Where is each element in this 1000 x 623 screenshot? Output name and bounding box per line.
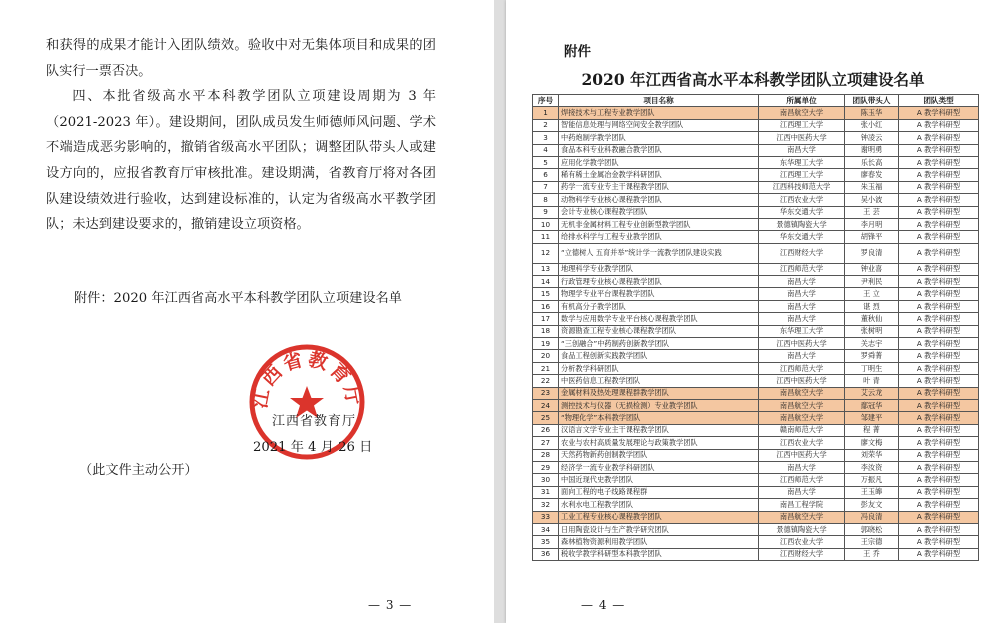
cell-leader: 邹建平 (845, 412, 899, 424)
cell-leader: 刘荣华 (845, 449, 899, 461)
cell-number: 14 (533, 276, 559, 288)
cell-leader: 李汝资 (845, 461, 899, 473)
cell-project-name: 测控技术与仪器（无损检测）专业教学团队 (559, 399, 759, 411)
cell-team-type: A 教学科研型 (899, 362, 979, 374)
cell-team-type: A 教学科研型 (899, 181, 979, 193)
table-row (533, 449, 979, 461)
cell-leader: 叶 青 (845, 375, 899, 387)
paragraph-continuation: 和获得的成果才能计入团队绩效。验收中对无集体项目和成果的团队实行一票否决。 (46, 38, 436, 79)
cell-team-type: A 教学科研型 (899, 206, 979, 218)
column-header-number: 序号 (533, 95, 559, 107)
cell-unit: 南昌大学 (759, 486, 845, 498)
cell-unit: 江西理工大学 (759, 119, 845, 131)
cell-team-type: A 教学科研型 (899, 449, 979, 461)
table-row (533, 263, 979, 275)
cell-project-name: 天然药物新药创制教学团队 (559, 449, 759, 461)
cell-team-type: A 教学科研型 (899, 437, 979, 449)
cell-number: 36 (533, 548, 559, 560)
cell-unit: 南昌航空大学 (759, 387, 845, 399)
signature-organization: 江西省教育厅 (272, 414, 357, 429)
cell-team-type: A 教学科研型 (899, 548, 979, 560)
cell-team-type: A 教学科研型 (899, 474, 979, 486)
cell-unit: 东华理工大学 (759, 156, 845, 168)
cell-number: 35 (533, 536, 559, 548)
cell-unit: 江西师范大学 (759, 263, 845, 275)
cell-team-type: A 教学科研型 (899, 523, 979, 535)
table-row (533, 511, 979, 523)
cell-number: 9 (533, 206, 559, 218)
cell-unit: 南昌大学 (759, 461, 845, 473)
cell-leader: 朱玉福 (845, 181, 899, 193)
cell-project-name: 工业工程专业核心课程教学团队 (559, 511, 759, 523)
cell-unit: 华东交通大学 (759, 231, 845, 243)
column-header-leader: 团队带头人 (845, 95, 899, 107)
cell-unit: 江西理工大学 (759, 169, 845, 181)
table-row (533, 523, 979, 535)
cell-leader: 李月明 (845, 218, 899, 230)
cell-number: 16 (533, 300, 559, 312)
cell-project-name: 焊接技术与工程专业教学团队 (559, 107, 759, 119)
table-row (533, 132, 979, 144)
cell-team-type: A 教学科研型 (899, 194, 979, 206)
cell-number: 18 (533, 325, 559, 337)
cell-leader: 王玉皞 (845, 486, 899, 498)
cell-leader: 郭晓松 (845, 523, 899, 535)
cell-number: 20 (533, 350, 559, 362)
attachment-reference: 附件：2020 年江西省高水平本科教学团队立项建设名单 (74, 291, 402, 306)
attachment-label: 附件 (564, 44, 591, 60)
cell-team-type: A 教学科研型 (899, 231, 979, 243)
cell-unit: 南昌航空大学 (759, 511, 845, 523)
cell-project-name: 地理科学专业教学团队 (559, 263, 759, 275)
table-row (533, 375, 979, 387)
cell-number: 7 (533, 181, 559, 193)
cell-project-name: 资源勘查工程专业核心课程教学团队 (559, 325, 759, 337)
cell-leader: 关志宇 (845, 338, 899, 350)
team-list-table (532, 94, 979, 561)
cell-team-type: A 教学科研型 (899, 107, 979, 119)
cell-leader: 王宗德 (845, 536, 899, 548)
cell-team-type: A 教学科研型 (899, 132, 979, 144)
cell-number: 13 (533, 263, 559, 275)
table-row (533, 119, 979, 131)
cell-unit: 华东交通大学 (759, 206, 845, 218)
cell-unit: 南昌大学 (759, 144, 845, 156)
cell-project-name: 分析教学科研团队 (559, 362, 759, 374)
cell-leader: 张树明 (845, 325, 899, 337)
cell-unit: 南昌大学 (759, 300, 845, 312)
cell-number: 12 (533, 243, 559, 263)
cell-leader: 丁明生 (845, 362, 899, 374)
cell-team-type: A 教学科研型 (899, 169, 979, 181)
cell-number: 29 (533, 461, 559, 473)
cell-number: 26 (533, 424, 559, 436)
cell-number: 27 (533, 437, 559, 449)
cell-leader: 谢明勇 (845, 144, 899, 156)
cell-project-name: 汉语言文学专业主干课程教学团队 (559, 424, 759, 436)
cell-unit: 江西财经大学 (759, 243, 845, 263)
table-row (533, 399, 979, 411)
table-row (533, 387, 979, 399)
cell-unit: 江西中医药大学 (759, 449, 845, 461)
cell-leader: 鄢冠华 (845, 399, 899, 411)
table-body (533, 107, 979, 561)
cell-unit: 景德镇陶瓷大学 (759, 218, 845, 230)
cell-project-name: 经济学一流专业教学科研团队 (559, 461, 759, 473)
cell-leader: 吴小波 (845, 194, 899, 206)
cell-number: 4 (533, 144, 559, 156)
cell-team-type: A 教学科研型 (899, 243, 979, 263)
cell-unit: 南昌航空大学 (759, 399, 845, 411)
page3-body (46, 33, 436, 238)
disclosure-note: （此文件主动公开） (79, 463, 198, 478)
cell-team-type: A 教学科研型 (899, 499, 979, 511)
cell-unit: 江西中医药大学 (759, 338, 845, 350)
table-row (533, 536, 979, 548)
cell-leader: 胡锋平 (845, 231, 899, 243)
cell-team-type: A 教学科研型 (899, 276, 979, 288)
table-row (533, 461, 979, 473)
paragraph-four: 四、本批省级高水平本科教学团队立项建设周期为 3 年（2021-2023 年）。建设期间，团队成员发生师德师风问题、学术不端造成恶劣影响的，撤销省级高水平团队；调整团队带头人或建设方向的，应报省教育厅审核批准。建设期满，省教育厅将对各团队建设绩效进行验收，达到建设标准的，认定为省级高水平教学团队；未达到建设要求的，撤销建设立项资格。 (46, 89, 436, 233)
cell-project-name: 无机非金属材料工程专业创新型教学团队 (559, 218, 759, 230)
column-header-unit: 所属单位 (759, 95, 845, 107)
table-row (533, 276, 979, 288)
cell-project-name: 金属材料及热处理课程群教学团队 (559, 387, 759, 399)
cell-project-name: 会计专业核心课程教学团队 (559, 206, 759, 218)
cell-leader: 冯良清 (845, 511, 899, 523)
cell-number: 33 (533, 511, 559, 523)
cell-team-type: A 教学科研型 (899, 156, 979, 168)
table-row (533, 338, 979, 350)
cell-team-type: A 教学科研型 (899, 424, 979, 436)
table-row (533, 243, 979, 263)
cell-leader: 艾云龙 (845, 387, 899, 399)
cell-number: 22 (533, 375, 559, 387)
table-row (533, 300, 979, 312)
cell-team-type: A 教学科研型 (899, 399, 979, 411)
cell-unit: 江西中医药大学 (759, 375, 845, 387)
cell-leader: 张小红 (845, 119, 899, 131)
cell-number: 6 (533, 169, 559, 181)
cell-unit: 江西农业大学 (759, 437, 845, 449)
table-row (533, 218, 979, 230)
cell-project-name: 中药炮制学教学团队 (559, 132, 759, 144)
cell-number: 8 (533, 194, 559, 206)
cell-number: 23 (533, 387, 559, 399)
cell-unit: 南昌大学 (759, 313, 845, 325)
column-header-team-type: 团队类型 (899, 95, 979, 107)
cell-unit: 江西师范大学 (759, 474, 845, 486)
cell-number: 1 (533, 107, 559, 119)
cell-leader: 尹利民 (845, 276, 899, 288)
cell-number: 28 (533, 449, 559, 461)
cell-project-name: 药学一流专业专主干课程教学团队 (559, 181, 759, 193)
cell-leader: 董秋仙 (845, 313, 899, 325)
cell-team-type: A 教学科研型 (899, 313, 979, 325)
cell-leader: 王 乔 (845, 548, 899, 560)
cell-project-name: 有机高分子教学团队 (559, 300, 759, 312)
table-row (533, 206, 979, 218)
cell-project-name: 中医药信息工程教学团队 (559, 375, 759, 387)
table-row (533, 424, 979, 436)
cell-number: 25 (533, 412, 559, 424)
cell-project-name: 税收学教学科研型本科教学团队 (559, 548, 759, 560)
cell-project-name: “立德树人 五育并举”统计学一流教学团队建设实践 (559, 243, 759, 263)
cell-leader: 谌 烈 (845, 300, 899, 312)
table-row (533, 362, 979, 374)
cell-leader: 陈玉华 (845, 107, 899, 119)
cell-number: 34 (533, 523, 559, 535)
page-gutter (494, 0, 506, 623)
cell-leader: 万振凡 (845, 474, 899, 486)
cell-leader: 王 芸 (845, 206, 899, 218)
cell-team-type: A 教学科研型 (899, 412, 979, 424)
cell-unit: 江西农业大学 (759, 194, 845, 206)
cell-number: 11 (533, 231, 559, 243)
table-row (533, 313, 979, 325)
cell-team-type: A 教学科研型 (899, 511, 979, 523)
cell-project-name: “物理化学”本科教学团队 (559, 412, 759, 424)
column-header-project-name: 项目名称 (559, 95, 759, 107)
table-row (533, 474, 979, 486)
cell-number: 31 (533, 486, 559, 498)
cell-team-type: A 教学科研型 (899, 263, 979, 275)
cell-project-name: 行政管理专业核心课程教学团队 (559, 276, 759, 288)
cell-leader: 廖春发 (845, 169, 899, 181)
cell-leader: 廖文梅 (845, 437, 899, 449)
seal-ring-text: 江西省教育厅 (248, 348, 366, 411)
cell-unit: 江西财经大学 (759, 548, 845, 560)
table-row (533, 437, 979, 449)
cell-leader: 程 菁 (845, 424, 899, 436)
cell-project-name: 日用陶瓷设计与生产教学研究团队 (559, 523, 759, 535)
cell-team-type: A 教学科研型 (899, 144, 979, 156)
table-row (533, 156, 979, 168)
cell-project-name: 动物科学专业核心课程教学团队 (559, 194, 759, 206)
cell-unit: 南昌航空大学 (759, 107, 845, 119)
cell-number: 21 (533, 362, 559, 374)
cell-leader: 钟业喜 (845, 263, 899, 275)
cell-team-type: A 教学科研型 (899, 375, 979, 387)
signature-date: 2021 年 4 月 26 日 (253, 440, 373, 455)
cell-project-name: 农业与农村高质量发展理论与政策教学团队 (559, 437, 759, 449)
cell-unit: 南昌大学 (759, 276, 845, 288)
cell-number: 10 (533, 218, 559, 230)
cell-unit: 景德镇陶瓷大学 (759, 523, 845, 535)
cell-leader: 乐长高 (845, 156, 899, 168)
list-title: 2020 年江西省高水平本科教学团队立项建设名单 (581, 70, 925, 89)
cell-unit: 南昌大学 (759, 288, 845, 300)
cell-project-name: 水利水电工程教学团队 (559, 499, 759, 511)
document-page-3 (0, 0, 494, 623)
cell-leader: 罗良清 (845, 243, 899, 263)
cell-team-type: A 教学科研型 (899, 486, 979, 498)
cell-project-name: 食品本科专业科教融合教学团队 (559, 144, 759, 156)
cell-number: 30 (533, 474, 559, 486)
cell-team-type: A 教学科研型 (899, 119, 979, 131)
table-row (533, 350, 979, 362)
cell-project-name: 森林植物资源利用教学团队 (559, 536, 759, 548)
cell-team-type: A 教学科研型 (899, 300, 979, 312)
table-row (533, 107, 979, 119)
cell-project-name: 给排水科学与工程专业教学团队 (559, 231, 759, 243)
cell-leader: 王 立 (845, 288, 899, 300)
cell-number: 5 (533, 156, 559, 168)
cell-unit: 南昌航空大学 (759, 412, 845, 424)
document-page-4 (506, 0, 1000, 623)
cell-project-name: 智能信息处理与网络空间安全教学团队 (559, 119, 759, 131)
table-row (533, 499, 979, 511)
table-row (533, 169, 979, 181)
cell-number: 3 (533, 132, 559, 144)
cell-number: 19 (533, 338, 559, 350)
cell-project-name: 物理学专业平台课程教学团队 (559, 288, 759, 300)
page-number: — 3 — (368, 598, 413, 612)
cell-number: 2 (533, 119, 559, 131)
cell-team-type: A 教学科研型 (899, 536, 979, 548)
cell-unit: 江西中医药大学 (759, 132, 845, 144)
cell-project-name: 应用化学教学团队 (559, 156, 759, 168)
cell-project-name: 食品工程创新实践教学团队 (559, 350, 759, 362)
cell-leader: 彭友文 (845, 499, 899, 511)
cell-team-type: A 教学科研型 (899, 350, 979, 362)
table-row (533, 181, 979, 193)
table-row (533, 194, 979, 206)
table-row (533, 412, 979, 424)
table-row (533, 144, 979, 156)
cell-team-type: A 教学科研型 (899, 338, 979, 350)
cell-team-type: A 教学科研型 (899, 288, 979, 300)
cell-team-type: A 教学科研型 (899, 461, 979, 473)
cell-leader: 罗舜菁 (845, 350, 899, 362)
cell-unit: 赣南师范大学 (759, 424, 845, 436)
cell-number: 24 (533, 399, 559, 411)
cell-project-name: “三创融合”中药制药创新教学团队 (559, 338, 759, 350)
cell-project-name: 数学与应用数学专业平台核心课程教学团队 (559, 313, 759, 325)
table-row (533, 325, 979, 337)
table-row (533, 288, 979, 300)
table-row (533, 231, 979, 243)
table-row (533, 486, 979, 498)
cell-number: 32 (533, 499, 559, 511)
cell-team-type: A 教学科研型 (899, 387, 979, 399)
page-number: — 4 — (581, 598, 626, 612)
table-header-row (533, 95, 979, 107)
cell-unit: 江西师范大学 (759, 362, 845, 374)
cell-unit: 江西农业大学 (759, 536, 845, 548)
cell-number: 17 (533, 313, 559, 325)
cell-team-type: A 教学科研型 (899, 325, 979, 337)
cell-unit: 东华理工大学 (759, 325, 845, 337)
cell-project-name: 稀有稀土金属冶金教学科研团队 (559, 169, 759, 181)
cell-leader: 钟凌云 (845, 132, 899, 144)
cell-team-type: A 教学科研型 (899, 218, 979, 230)
cell-unit: 江西科技师范大学 (759, 181, 845, 193)
cell-project-name: 中国近现代史教学团队 (559, 474, 759, 486)
table-row (533, 548, 979, 560)
cell-unit: 南昌工程学院 (759, 499, 845, 511)
cell-unit: 南昌大学 (759, 350, 845, 362)
cell-number: 15 (533, 288, 559, 300)
cell-project-name: 面向工程的电子线路课程群 (559, 486, 759, 498)
